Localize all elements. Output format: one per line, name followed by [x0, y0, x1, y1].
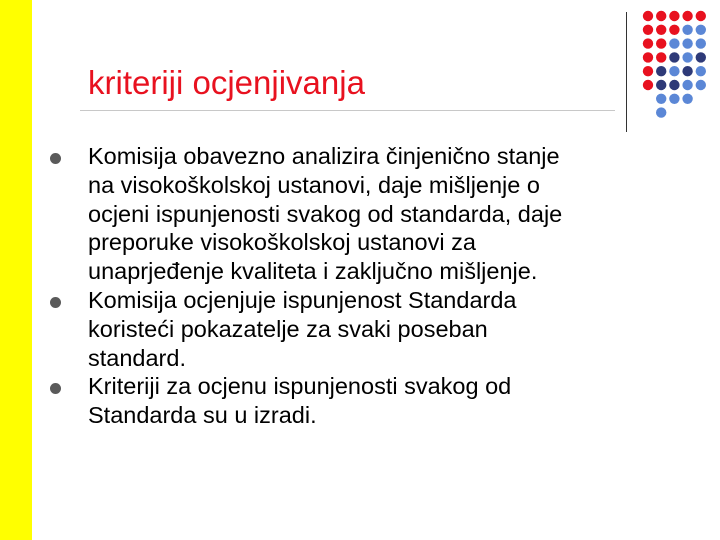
- bullet-list: [50, 142, 690, 430]
- decorative-dot: [656, 25, 666, 35]
- bullet-icon: [50, 153, 61, 164]
- decorative-dot: [682, 11, 692, 21]
- bullet-line: preporuke visokoškolskoj ustanovi za: [88, 229, 476, 256]
- decorative-dot: [656, 38, 666, 48]
- bullet-line: unaprjeđenje kvaliteta i zaključno mišljenje.: [88, 258, 538, 285]
- decorative-dot: [656, 66, 666, 76]
- decorative-dot: [669, 80, 679, 90]
- slide-title: kriteriji ocjenjivanja: [88, 64, 365, 101]
- decorative-dot: [696, 66, 706, 76]
- bullet-line: ocjeni ispunjenosti svakog od standarda, daje: [88, 200, 563, 227]
- decorative-dot: [682, 38, 692, 48]
- decorative-dot: [696, 80, 706, 90]
- decorative-dot: [682, 80, 692, 90]
- decorative-dot: [682, 94, 692, 104]
- bullet-line: standard.: [88, 344, 186, 371]
- decorative-dot: [696, 38, 706, 48]
- decorative-dot: [656, 107, 666, 117]
- decorative-dot: [669, 66, 679, 76]
- bullet-line: koristeći pokazatelje za svaki poseban: [88, 315, 488, 342]
- bullet-line: na visokoškolskoj ustanovi, daje mišljenje o: [88, 171, 540, 198]
- decorative-dot: [696, 11, 706, 21]
- decorative-dot: [682, 66, 692, 76]
- bullet-icon: [50, 297, 61, 308]
- decorative-dot: [669, 25, 679, 35]
- decorative-dot: [643, 25, 653, 35]
- decorative-dot: [682, 52, 692, 62]
- bullet-item: [50, 286, 690, 372]
- bullet-item: [50, 142, 690, 286]
- bullet-line: Komisija ocjenjuje ispunjenost Standarda: [88, 286, 517, 313]
- decorative-dot: [656, 80, 666, 90]
- decorative-dot: [643, 52, 653, 62]
- decorative-dot: [669, 52, 679, 62]
- bullet-icon: [50, 383, 61, 394]
- bullet-line: Standarda su u izradi.: [88, 402, 317, 429]
- decorative-dot: [643, 38, 653, 48]
- decorative-dot: [656, 94, 666, 104]
- decorative-dot: [656, 52, 666, 62]
- bullet-line: Komisija obavezno analizira činjenično stanje: [88, 143, 560, 169]
- decorative-dot: [669, 11, 679, 21]
- decorative-dot: [696, 52, 706, 62]
- decorative-dot-grid: [0, 0, 720, 140]
- bullet-item: [50, 372, 690, 430]
- decorative-dot: [643, 80, 653, 90]
- decorative-dot: [682, 25, 692, 35]
- decorative-dot: [643, 66, 653, 76]
- decorative-dot: [669, 38, 679, 48]
- decorative-dot: [656, 11, 666, 21]
- decorative-dot: [696, 25, 706, 35]
- bullet-line: Kriteriji za ocjenu ispunjenosti svakog od: [88, 373, 512, 400]
- decorative-dot: [669, 94, 679, 104]
- decorative-dot: [643, 11, 653, 21]
